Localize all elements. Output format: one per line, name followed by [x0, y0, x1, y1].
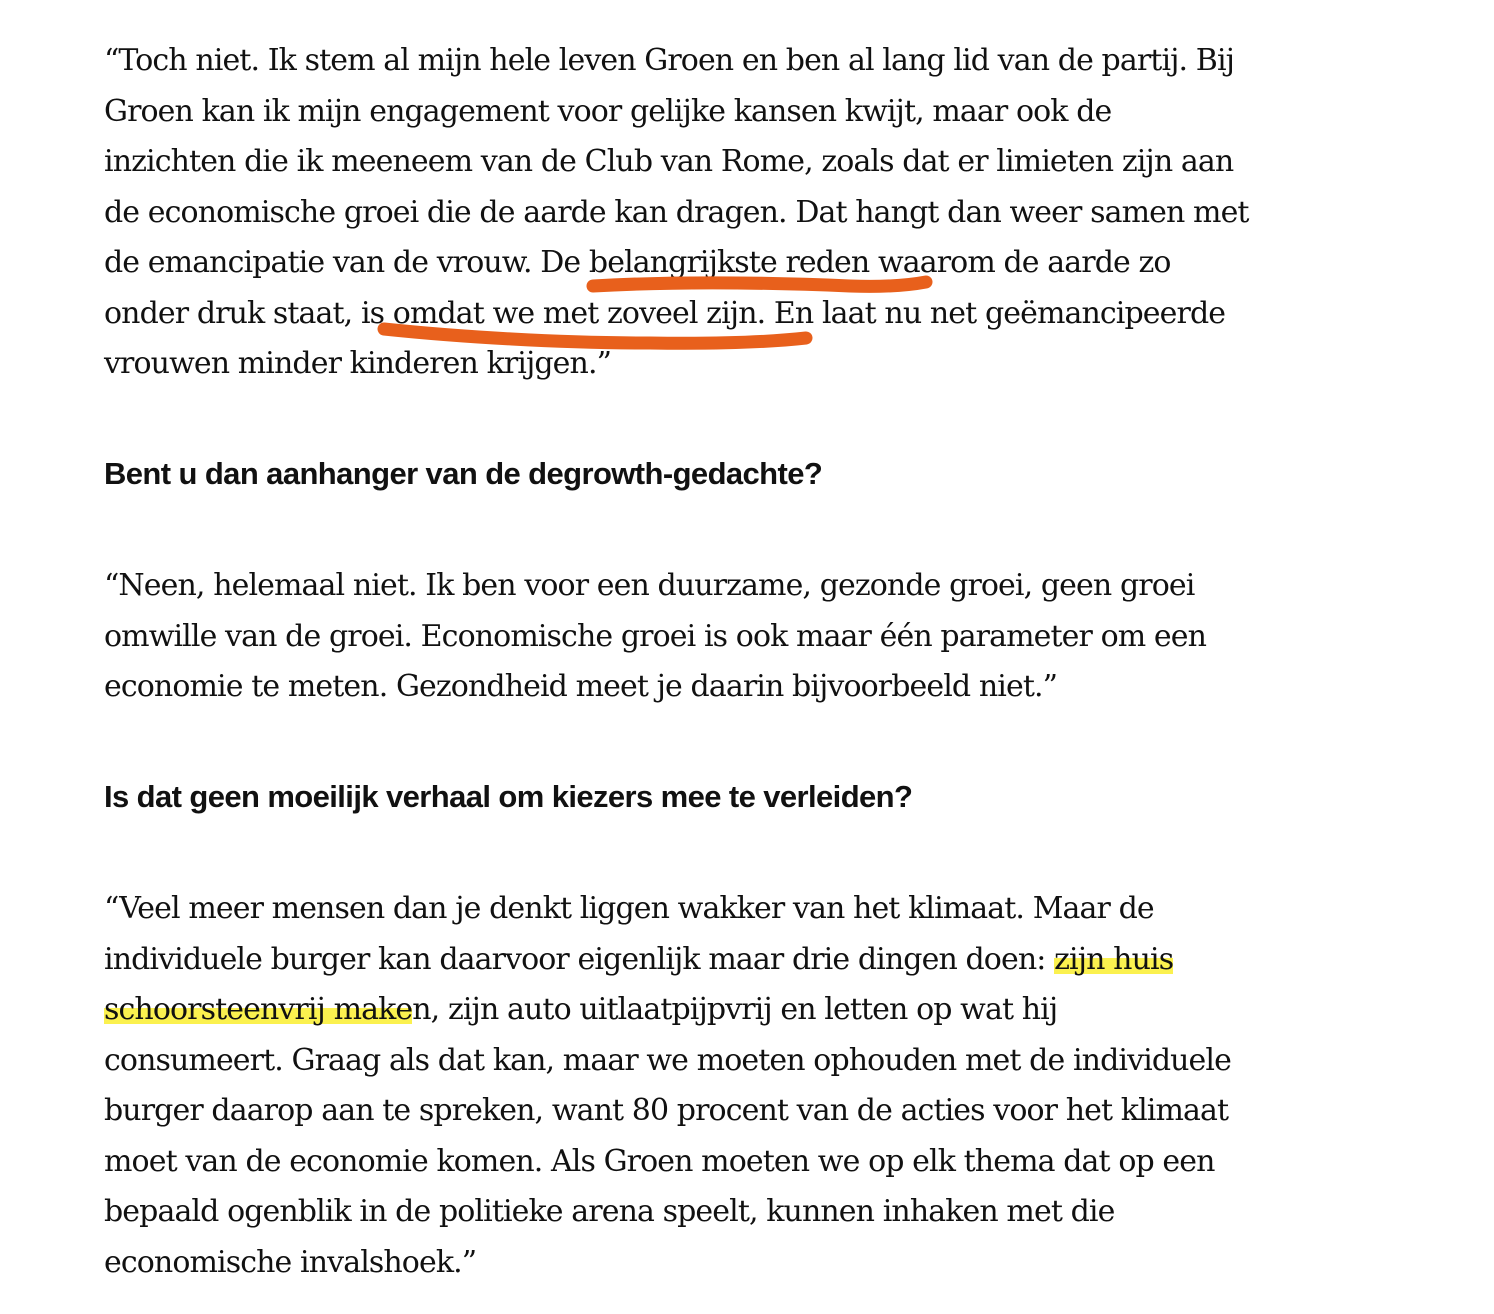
paragraph-line: de economische groei die de aarde kan dragen. Dat hangt dan weer samen met — [104, 194, 1249, 230]
paragraph-line: moet van de economie komen. Als Groen moeten we op elk thema dat op een — [104, 1143, 1215, 1179]
text-run: onder druk staat, — [104, 295, 361, 331]
paragraph-line — [104, 935, 1231, 986]
paragraph-line: “Neen, helemaal niet. Ik ben voor een duurzame, gezonde groei, geen groei — [104, 568, 1195, 603]
answer-paragraph-2 — [104, 561, 1206, 713]
interview-question-1: Bent u dan aanhanger van de degrowth-gedachte? — [104, 456, 823, 491]
paragraph-line — [104, 238, 1249, 289]
interview-question-2: Is dat geen moeilijk verhaal om kiezers mee te verleiden? — [104, 779, 913, 814]
answer-paragraph-1 — [104, 36, 1249, 390]
text-run: individuele burger kan daarvoor eigenlijk maar drie dingen doen: — [104, 941, 1055, 977]
text-run: . En laat nu net geëmancipeerde — [756, 295, 1226, 331]
paragraph-line: economische invalshoek.” — [104, 1244, 477, 1280]
text-run: n, zijn auto uitlaatpijpvrij en letten op wat hij — [412, 992, 1058, 1027]
paragraph-line: consumeert. Graag als dat kan, maar we moeten ophouden met de individuele — [104, 1042, 1231, 1078]
paragraph-line: Groen kan ik mijn engagement voor gelijke kansen kwijt, maar ook de — [104, 93, 1112, 129]
highlighted-phrase: schoorsteenvrij make — [104, 992, 413, 1027]
text-run: waarom de aarde zo — [869, 245, 1171, 280]
paragraph-line — [104, 289, 1249, 340]
paragraph-line: “Toch niet. Ik stem al mijn hele leven Groen en ben al lang lid van de partij. Bij — [104, 43, 1235, 78]
answer-paragraph-3 — [104, 884, 1231, 1288]
paragraph-line: omwille van de groei. Economische groei is ook maar één parameter om een — [104, 618, 1207, 654]
paragraph-line: vrouwen minder kinderen krijgen.” — [104, 346, 612, 381]
paragraph-line: economie te meten. Gezondheid meet je daarin bijvoorbeeld niet.” — [104, 669, 1058, 704]
underlined-phrase-1: De belangrijkste reden — [540, 245, 870, 280]
text-run: de emancipatie van de vrouw. — [104, 245, 541, 280]
underlined-phrase-2: is omdat we met zoveel zijn — [360, 295, 757, 331]
paragraph-line: bepaald ogenblik in de politieke arena speelt, kunnen inhaken met die — [104, 1194, 1115, 1229]
paragraph-line — [104, 985, 1231, 1036]
paragraph-line: “Veel meer mensen dan je denkt liggen wakker van het klimaat. Maar de — [104, 891, 1154, 926]
highlighted-phrase: zijn huis — [1054, 941, 1174, 977]
paragraph-line: burger daarop aan te spreken, want 80 procent van de acties voor het klimaat — [104, 1093, 1229, 1128]
paragraph-line: inzichten die ik meeneem van de Club van Rome, zoals dat er limieten zijn aan — [104, 144, 1234, 179]
